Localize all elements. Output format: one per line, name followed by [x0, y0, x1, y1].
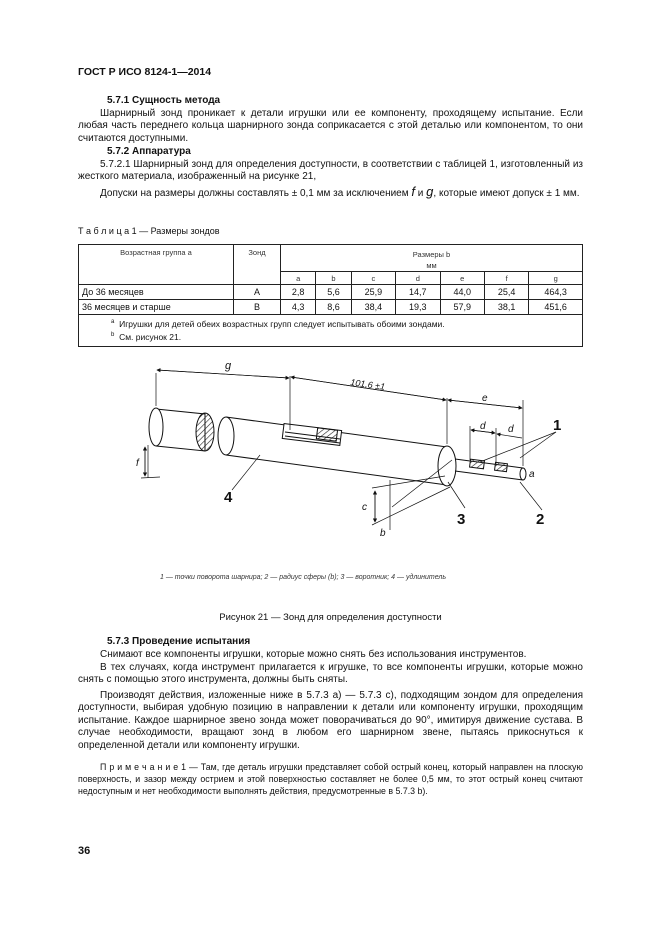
callout-3: 3 [457, 511, 466, 528]
section-5-7-1-heading: 5.7.1 Сущность метода [107, 95, 221, 106]
row-value: 44,0 [440, 285, 484, 300]
footnote-b: $^b$ См. рисунок 21. [111, 331, 182, 342]
page-number: 36 [78, 845, 91, 857]
dim-letter-g: g [529, 272, 583, 285]
figure-caption: Рисунок 21 — Зонд для определения доступности [219, 612, 442, 623]
probe-body-shape [218, 417, 447, 485]
dim-total-label: 101,6 ±1 [349, 377, 386, 392]
extension-end-shape [149, 408, 214, 451]
col-probe-header: Зонд [234, 245, 281, 285]
dim-letter-d: d [396, 272, 440, 285]
tolerance-text: Допуски на размеры должны составлять ± 0,1 мм за исключением f и g, которые имеют допуск ± 1 мм. [100, 184, 580, 199]
document-header: ГОСТ Р ИСО 8124-1—2014 [78, 66, 212, 78]
section-5-7-2-heading: 5.7.2 Аппаратура [107, 146, 191, 157]
dim-b-label: b [380, 528, 386, 539]
row-probe: A [234, 285, 281, 300]
col-dims-header: Размеры b мм [281, 245, 583, 272]
row-probe: B [234, 300, 281, 315]
section-5-7-2-1-text: 5.7.2.1 Шарнирный зонд для определения доступности, в соответствии с таблицей 1, изготовленный из жесткого материала, изображенный на рисунке 21, [78, 159, 583, 183]
row-value: 8,6 [316, 300, 351, 315]
footnote-a: $^a$ Игрушки для детей обеих возрастных групп следует испытывать обоими зондами. [111, 318, 445, 329]
finger-section-shape [455, 459, 526, 480]
dim-letter-c: c [351, 272, 395, 285]
row-value: 451,6 [529, 300, 583, 315]
row-value: 19,3 [396, 300, 440, 315]
row-value: 5,6 [316, 285, 351, 300]
col-age-header: Возрастная группа a [79, 245, 234, 285]
table-caption: Т а б л и ц а 1 — Размеры зондов [78, 226, 220, 236]
row-value: 4,3 [281, 300, 316, 315]
row-age: До 36 месяцев [79, 285, 234, 300]
row-value: 57,9 [440, 300, 484, 315]
section-5-7-3-p1: Снимают все компоненты игрушки, которые можно снять без использования инструментов. [100, 649, 527, 660]
callout-1: 1 [553, 417, 562, 434]
collar-shape [438, 446, 456, 486]
dim-c-label: c [362, 502, 367, 513]
row-value: 2,8 [281, 285, 316, 300]
row-value: 25,9 [351, 285, 395, 300]
dim-f-label: f [136, 458, 139, 469]
dim-letter-a: a [281, 272, 316, 285]
dim-letter-b: b [316, 272, 351, 285]
dim-d-label: d [480, 421, 486, 432]
callout-2: 2 [536, 511, 545, 528]
dim-g-label: g [225, 360, 232, 372]
section-5-7-3-p3: Производят действия, изложенные ниже в 5.7.3 a) — 5.7.3 c), подходящим зондом для определения доступности, выбирая удобную позицию в направлении к детали или компоненту игрушки, проходящим испытание. Каждое шарнирное звено зонда может поворачиваться до 90°, имитируя движение сустава. В случае необходимости, вращают зонд в любом его шарнирном звене, пытаясь прикоснуться к определенной детали или компоненту игрушки. [78, 690, 583, 751]
row-value: 38,4 [351, 300, 395, 315]
dim-a-label: a [529, 469, 535, 480]
row-age: 36 месяцев и старше [79, 300, 234, 315]
row-value: 14,7 [396, 285, 440, 300]
dim-letter-e: e [440, 272, 484, 285]
row-value: 464,3 [529, 285, 583, 300]
row-value: 25,4 [484, 285, 528, 300]
dim-d2-label: d [508, 424, 514, 435]
callout-4: 4 [224, 489, 233, 506]
dim-e-label: e [482, 393, 488, 404]
figure-legend: 1 — точки поворота шарнира; 2 — радиус сферы (b); 3 — воротник; 4 — удлинитель [160, 574, 447, 581]
note-1: П р и м е ч а н и е 1 — Там, где деталь игрушки представляет собой острый конец, который направлен на плоскую поверхность, и зазор между острием и этой поверхностью составляет не более 0,5 мм, то этот острый конец считают недоступным и нет необходимости выполнять действия, предусмотренные в 5.7.3 b). [78, 762, 583, 796]
section-5-7-1-text: Шарнирный зонд проникает к детали игрушки или ее компоненту, проходящему испытание. Если любая часть переднего кольца шарнирного зонда соприкасается с этой деталью или компонентом, то они считаются доступными. [78, 108, 583, 144]
dim-letter-f: f [484, 272, 528, 285]
section-5-7-3-p2: В тех случаях, когда инструмент прилагается к игрушке, то все компоненты игрушки, которые можно снять с помощью этого инструмента, должны быть сняты. [78, 662, 583, 686]
section-5-7-3-heading: 5.7.3 Проведение испытания [107, 636, 251, 647]
row-value: 38,1 [484, 300, 528, 315]
